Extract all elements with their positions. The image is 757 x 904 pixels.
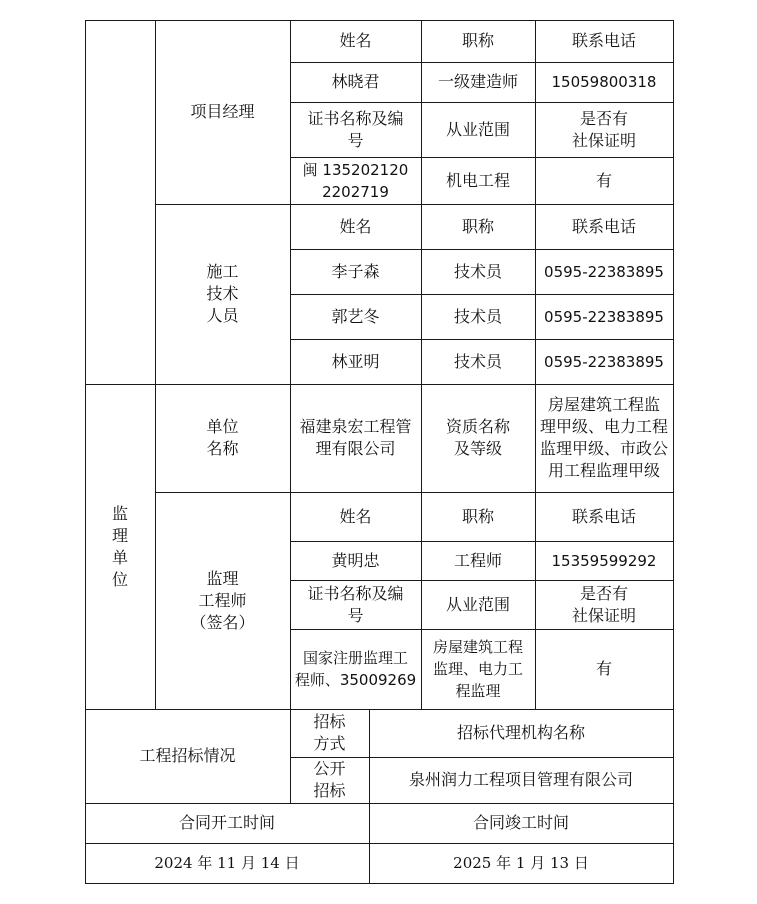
sup-social-header: 是否有 社保证明 bbox=[571, 583, 636, 625]
bidding-method-label: 招标 方式 bbox=[313, 712, 346, 753]
pm-social-header: 是否有 社保证明 bbox=[571, 108, 636, 150]
sup-social-value: 有 bbox=[595, 659, 612, 678]
sup-phone: 15359599292 bbox=[551, 551, 657, 570]
pm-phone: 15059800318 bbox=[551, 73, 657, 91]
supervision-company-label: 单位 名称 bbox=[206, 417, 239, 458]
project-manager-label: 项目经理 bbox=[190, 102, 255, 121]
tech-row-title: 技术员 bbox=[453, 261, 502, 281]
pm-header-phone: 联系电话 bbox=[571, 31, 636, 50]
sup-cert-header: 证书名称及编 号 bbox=[307, 583, 404, 625]
tech-row-name: 郭艺冬 bbox=[331, 306, 380, 326]
supervision-qual-value: 房屋建筑工程监 理甲级、电力工程 监理甲级、市政公 用工程监理甲级 bbox=[539, 395, 668, 480]
pm-header-title: 职称 bbox=[461, 31, 494, 50]
supervision-unit-label: 监 理 单 位 bbox=[111, 503, 128, 589]
contract-end-label: 合同竣工时间 bbox=[472, 813, 569, 832]
contract-start-label: 合同开工时间 bbox=[178, 813, 275, 832]
tech-row-phone: 0595-22383895 bbox=[544, 262, 664, 281]
supervision-engineer-label: 监理 工程师 （签名） bbox=[190, 568, 255, 632]
pm-header-name: 姓名 bbox=[339, 31, 372, 50]
pm-scope-header: 从业范围 bbox=[445, 119, 510, 139]
bidding-agency-label: 招标代理机构名称 bbox=[456, 723, 585, 742]
pm-name: 林晓君 bbox=[331, 72, 380, 91]
tech-row-name: 林亚明 bbox=[331, 351, 380, 371]
tech-header-title: 职称 bbox=[461, 216, 494, 236]
sup-title: 工程师 bbox=[453, 550, 502, 570]
pm-title: 一级建造师 bbox=[437, 72, 518, 91]
tech-header-phone: 联系电话 bbox=[571, 216, 636, 236]
tech-header-name: 姓名 bbox=[339, 216, 372, 236]
sup-cert-value: 国家注册监理工 程师、35009269 bbox=[294, 649, 417, 689]
pm-social-value: 有 bbox=[595, 170, 612, 190]
bidding-agency-value: 泉州润力工程项目管理有限公司 bbox=[408, 770, 633, 789]
contract-end-value: 2025 年 1 月 13 日 bbox=[453, 854, 589, 872]
supervision-qual-label: 资质名称 及等级 bbox=[445, 417, 510, 458]
sup-header-title: 职称 bbox=[461, 506, 494, 526]
pm-scope-value: 机电工程 bbox=[445, 170, 510, 190]
contract-start-value: 2024 年 11 月 14 日 bbox=[154, 854, 300, 872]
tech-row-name: 李子森 bbox=[331, 261, 380, 281]
sup-name: 黄明忠 bbox=[331, 550, 380, 570]
tech-row-title: 技术员 bbox=[453, 351, 502, 371]
bidding-label: 工程招标情况 bbox=[139, 746, 236, 765]
pm-cert-value: 闽 135202120 2202719 bbox=[302, 160, 409, 201]
sup-header-name: 姓名 bbox=[339, 506, 372, 526]
sup-header-phone: 联系电话 bbox=[571, 506, 636, 526]
sup-scope-value: 房屋建筑工程 监理、电力工 程监理 bbox=[432, 638, 523, 700]
pm-cert-header: 证书名称及编 号 bbox=[307, 108, 404, 150]
tech-row-phone: 0595-22383895 bbox=[544, 307, 664, 326]
bidding-method-value: 公开 招标 bbox=[313, 759, 346, 800]
tech-staff-label: 施工 技术 人员 bbox=[206, 262, 239, 325]
sup-scope-header: 从业范围 bbox=[445, 594, 510, 614]
tech-row-phone: 0595-22383895 bbox=[544, 352, 664, 371]
tech-row-title: 技术员 bbox=[453, 306, 502, 326]
supervision-company-name: 福建泉宏工程管 理有限公司 bbox=[299, 417, 412, 458]
